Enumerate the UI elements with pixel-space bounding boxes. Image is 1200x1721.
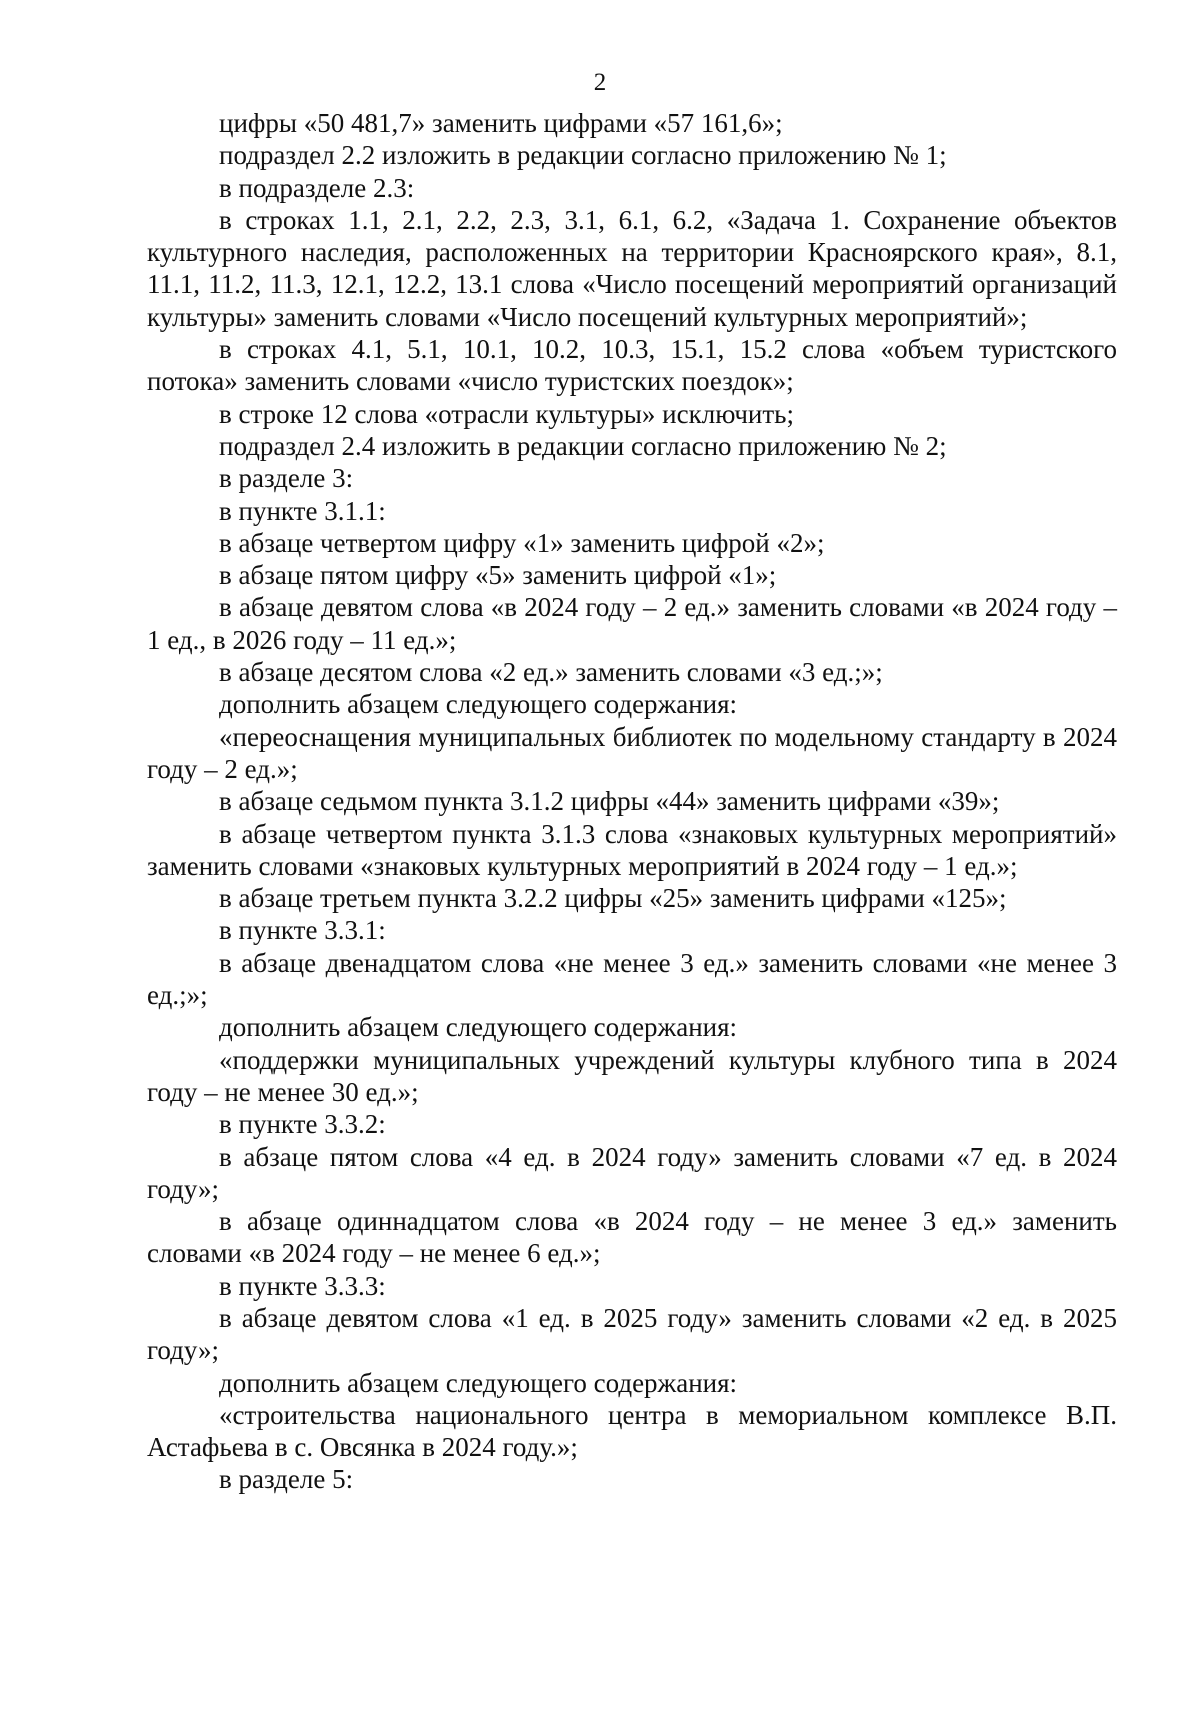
- paragraph: в абзаце девятом слова «в 2024 году – 2 ед.» заменить словами «в 2024 году – 1 ед., в 2026 году – 11 ед.»;: [147, 592, 1117, 655]
- paragraph: в абзаце одиннадцатом слова «в 2024 году – не менее 3 ед.» заменить словами «в 2024 году – не менее 6 ед.»;: [147, 1206, 1117, 1269]
- paragraph: в подразделе 2.3:: [219, 172, 415, 203]
- paragraph: «строительства национального центра в мемориальном комплексе В.П. Астафьева в с. Овсянка в 2024 году.»;: [147, 1399, 1117, 1463]
- paragraph: в строке 12 слова «отрасли культуры» исключить;: [219, 398, 794, 429]
- paragraph: в абзаце седьмом пункта 3.1.2 цифры «44» заменить цифрами «39»;: [219, 786, 1000, 817]
- paragraph: дополнить абзацем следующего содержания:: [219, 1012, 738, 1043]
- paragraph: в пункте 3.3.1:: [219, 915, 386, 946]
- paragraph: в строках 4.1, 5.1, 10.1, 10.2, 10.3, 15.1, 15.2 слова «объем туристского потока» заменить словами «число туристских поездок»;: [147, 334, 1117, 397]
- paragraph: в абзаце четвертом цифру «1» заменить цифрой «2»;: [219, 527, 825, 558]
- paragraph: «переоснащения муниципальных библиотек по модельному стандарту в 2024 году – 2 ед.»;: [147, 721, 1117, 784]
- paragraph: дополнить абзацем следующего содержания:: [219, 689, 738, 720]
- document-body: [147, 107, 1117, 1496]
- paragraph: в пункте 3.3.3:: [219, 1270, 386, 1301]
- paragraph: в разделе 5:: [219, 1464, 354, 1495]
- paragraph: в абзаце четвертом пункта 3.1.3 слова «знаковых культурных мероприятий» заменить словами «знаковых культурных мероприятий в 2024 году – 1 ед.»;: [147, 818, 1117, 881]
- paragraph: дополнить абзацем следующего содержания:: [219, 1367, 738, 1398]
- paragraph: в пункте 3.1.1:: [219, 495, 386, 526]
- paragraph: в разделе 3:: [219, 463, 354, 494]
- paragraph: в абзаце пятом слова «4 ед. в 2024 году» заменить словами «7 ед. в 2024 году»;: [147, 1141, 1117, 1204]
- paragraph: в абзаце третьем пункта 3.2.2 цифры «25» заменить цифрами «125»;: [219, 883, 1007, 914]
- paragraph: в абзаце десятом слова «2 ед.» заменить словами «3 ед.;»;: [219, 657, 883, 688]
- paragraph: в абзаце девятом слова «1 ед. в 2025 году» заменить словами «2 ед. в 2025 году»;: [147, 1302, 1117, 1366]
- paragraph: в строках 1.1, 2.1, 2.2, 2.3, 3.1, 6.1, 6.2, «Задача 1. Сохранение объектов культурного наследия, расположенных на территории Красноярского края», 8.1, 11.1, 11.2, 11.3, 12.1, 12.2, 13.1 слова «Число посещений мероприятий организаций культуры» заменить словами «Число посещений культурных мероприятий»;: [147, 204, 1117, 332]
- page-number: 2: [593, 69, 607, 96]
- paragraph: цифры «50 481,7» заменить цифрами «57 161,6»;: [219, 108, 783, 138]
- paragraph: в абзаце двенадцатом слова «не менее 3 ед.» заменить словами «не менее 3 ед.;»;: [147, 947, 1117, 1011]
- paragraph: «поддержки муниципальных учреждений культуры клубного типа в 2024 году – не менее 30 ед.»;: [147, 1044, 1117, 1107]
- paragraph: в абзаце пятом цифру «5» заменить цифрой «1»;: [219, 560, 777, 591]
- paragraph: в пункте 3.3.2:: [219, 1109, 386, 1140]
- paragraph: подраздел 2.2 изложить в редакции согласно приложению № 1;: [219, 140, 947, 171]
- paragraph: подраздел 2.4 изложить в редакции согласно приложению № 2;: [219, 430, 947, 461]
